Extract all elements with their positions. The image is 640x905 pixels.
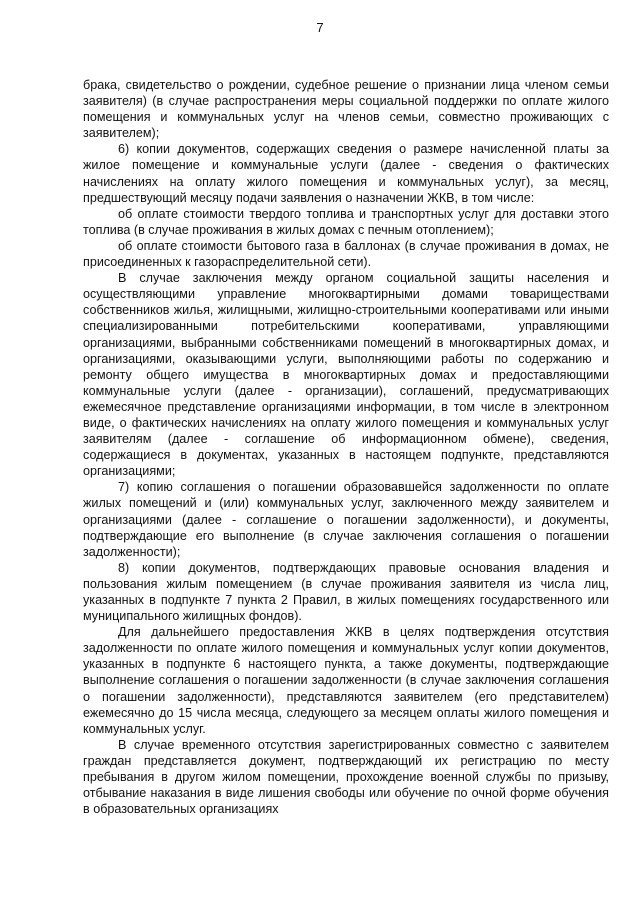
paragraph-temporary-absence: В случае временного отсутствия зарегистрированных совместно с заявителем граждан представляется документ, подтверждающий их регистрацию по месту пребывания в другом жилом помещении, прохождение военной службы по призыву, отбывание наказания в виде лишения свободы или обучение по очной форме обучения в образовательных организациях bbox=[83, 737, 609, 817]
paragraph-item-7: 7) копию соглашения о погашении образовавшейся задолженности по оплате жилых помещений и (или) коммунальных услуг, заключенного между заявителем и организациями (далее - соглашение о погашении задолженности), и документы, подтверждающие его выполнение (в случае заключения соглашения о погашении задолженности); bbox=[83, 480, 609, 559]
paragraph-item-8: 8) копии документов, подтверждающих правовые основания владения и пользования жилым помещением (в случае проживания заявителя из числа лиц, указанных в подпункте 7 пункта 2 Правил, в жилых помещениях государственного или муниципального жилищных фондов). bbox=[83, 560, 609, 624]
paragraph-information-exchange: В случае заключения между органом социальной защиты населения и осуществляющими управление многоквартирными домами товариществами собственников жилья, жилищными, жилищно-строительными кооперативами или иными специализированными потребительскими кооперативами, управляющими организациями, выбранными собственниками помещений в многоквартирных домах, и организациями, оказывающими услуги, выполняющими работы по содержанию и ремонту общего имущества в многоквартирных домах и предоставляющими коммунальные услуги (далее - организации), соглашений, предусматривающих ежемесячное представление организациями информации, в том числе в электронном виде, о фактических начислениях на оплату жилого помещения и коммунальных услуг заявителям (далее - соглашение об информационном обмене), сведения, содержащиеся в документах, указанных в настоящем подпункте, представляются организациями; bbox=[83, 271, 609, 479]
paragraph-item-6: 6) копии документов, содержащих сведения о размере начисленной платы за жилое помещение и коммунальные услуги (далее - сведения о фактических начислениях на оплату жилого помещения и коммунальных услуг), за месяц, предшествующий месяцу подачи заявления о назначении ЖКВ, в том числе: bbox=[83, 142, 609, 205]
page-number: 7 bbox=[316, 20, 324, 35]
document-body bbox=[83, 77, 609, 817]
paragraph-further-provision: Для дальнейшего предоставления ЖКВ в целях подтверждения отсутствия задолженности по оплате жилого помещения и коммунальных услуг копии документов, указанных в подпункте 6 настоящего пункта, а также документы, подтверждающие выполнение соглашения о погашении задолженности (в случае заключения соглашения о погашении задолженности), представляются заявителем (его представителем) ежемесячно до 15 числа месяца, следующего за месяцем оплаты жилого помещения и коммунальных услуг. bbox=[83, 625, 609, 736]
paragraph-continuation: брака, свидетельство о рождении, судебное решение о признании лица членом семьи заявителя) (в случае распространения меры социальной поддержки по оплате жилого помещения и коммунальных услуг на членов семьи, совместно проживающих с заявителем); bbox=[83, 78, 609, 141]
paragraph-bottled-gas: об оплате стоимости бытового газа в баллонах (в случае проживания в домах, не присоединенных к газораспределительной сети). bbox=[83, 238, 609, 270]
paragraph-solid-fuel: об оплате стоимости твердого топлива и транспортных услуг для доставки этого топлива (в случае проживания в жилых домах с печным отоплением); bbox=[83, 206, 609, 237]
